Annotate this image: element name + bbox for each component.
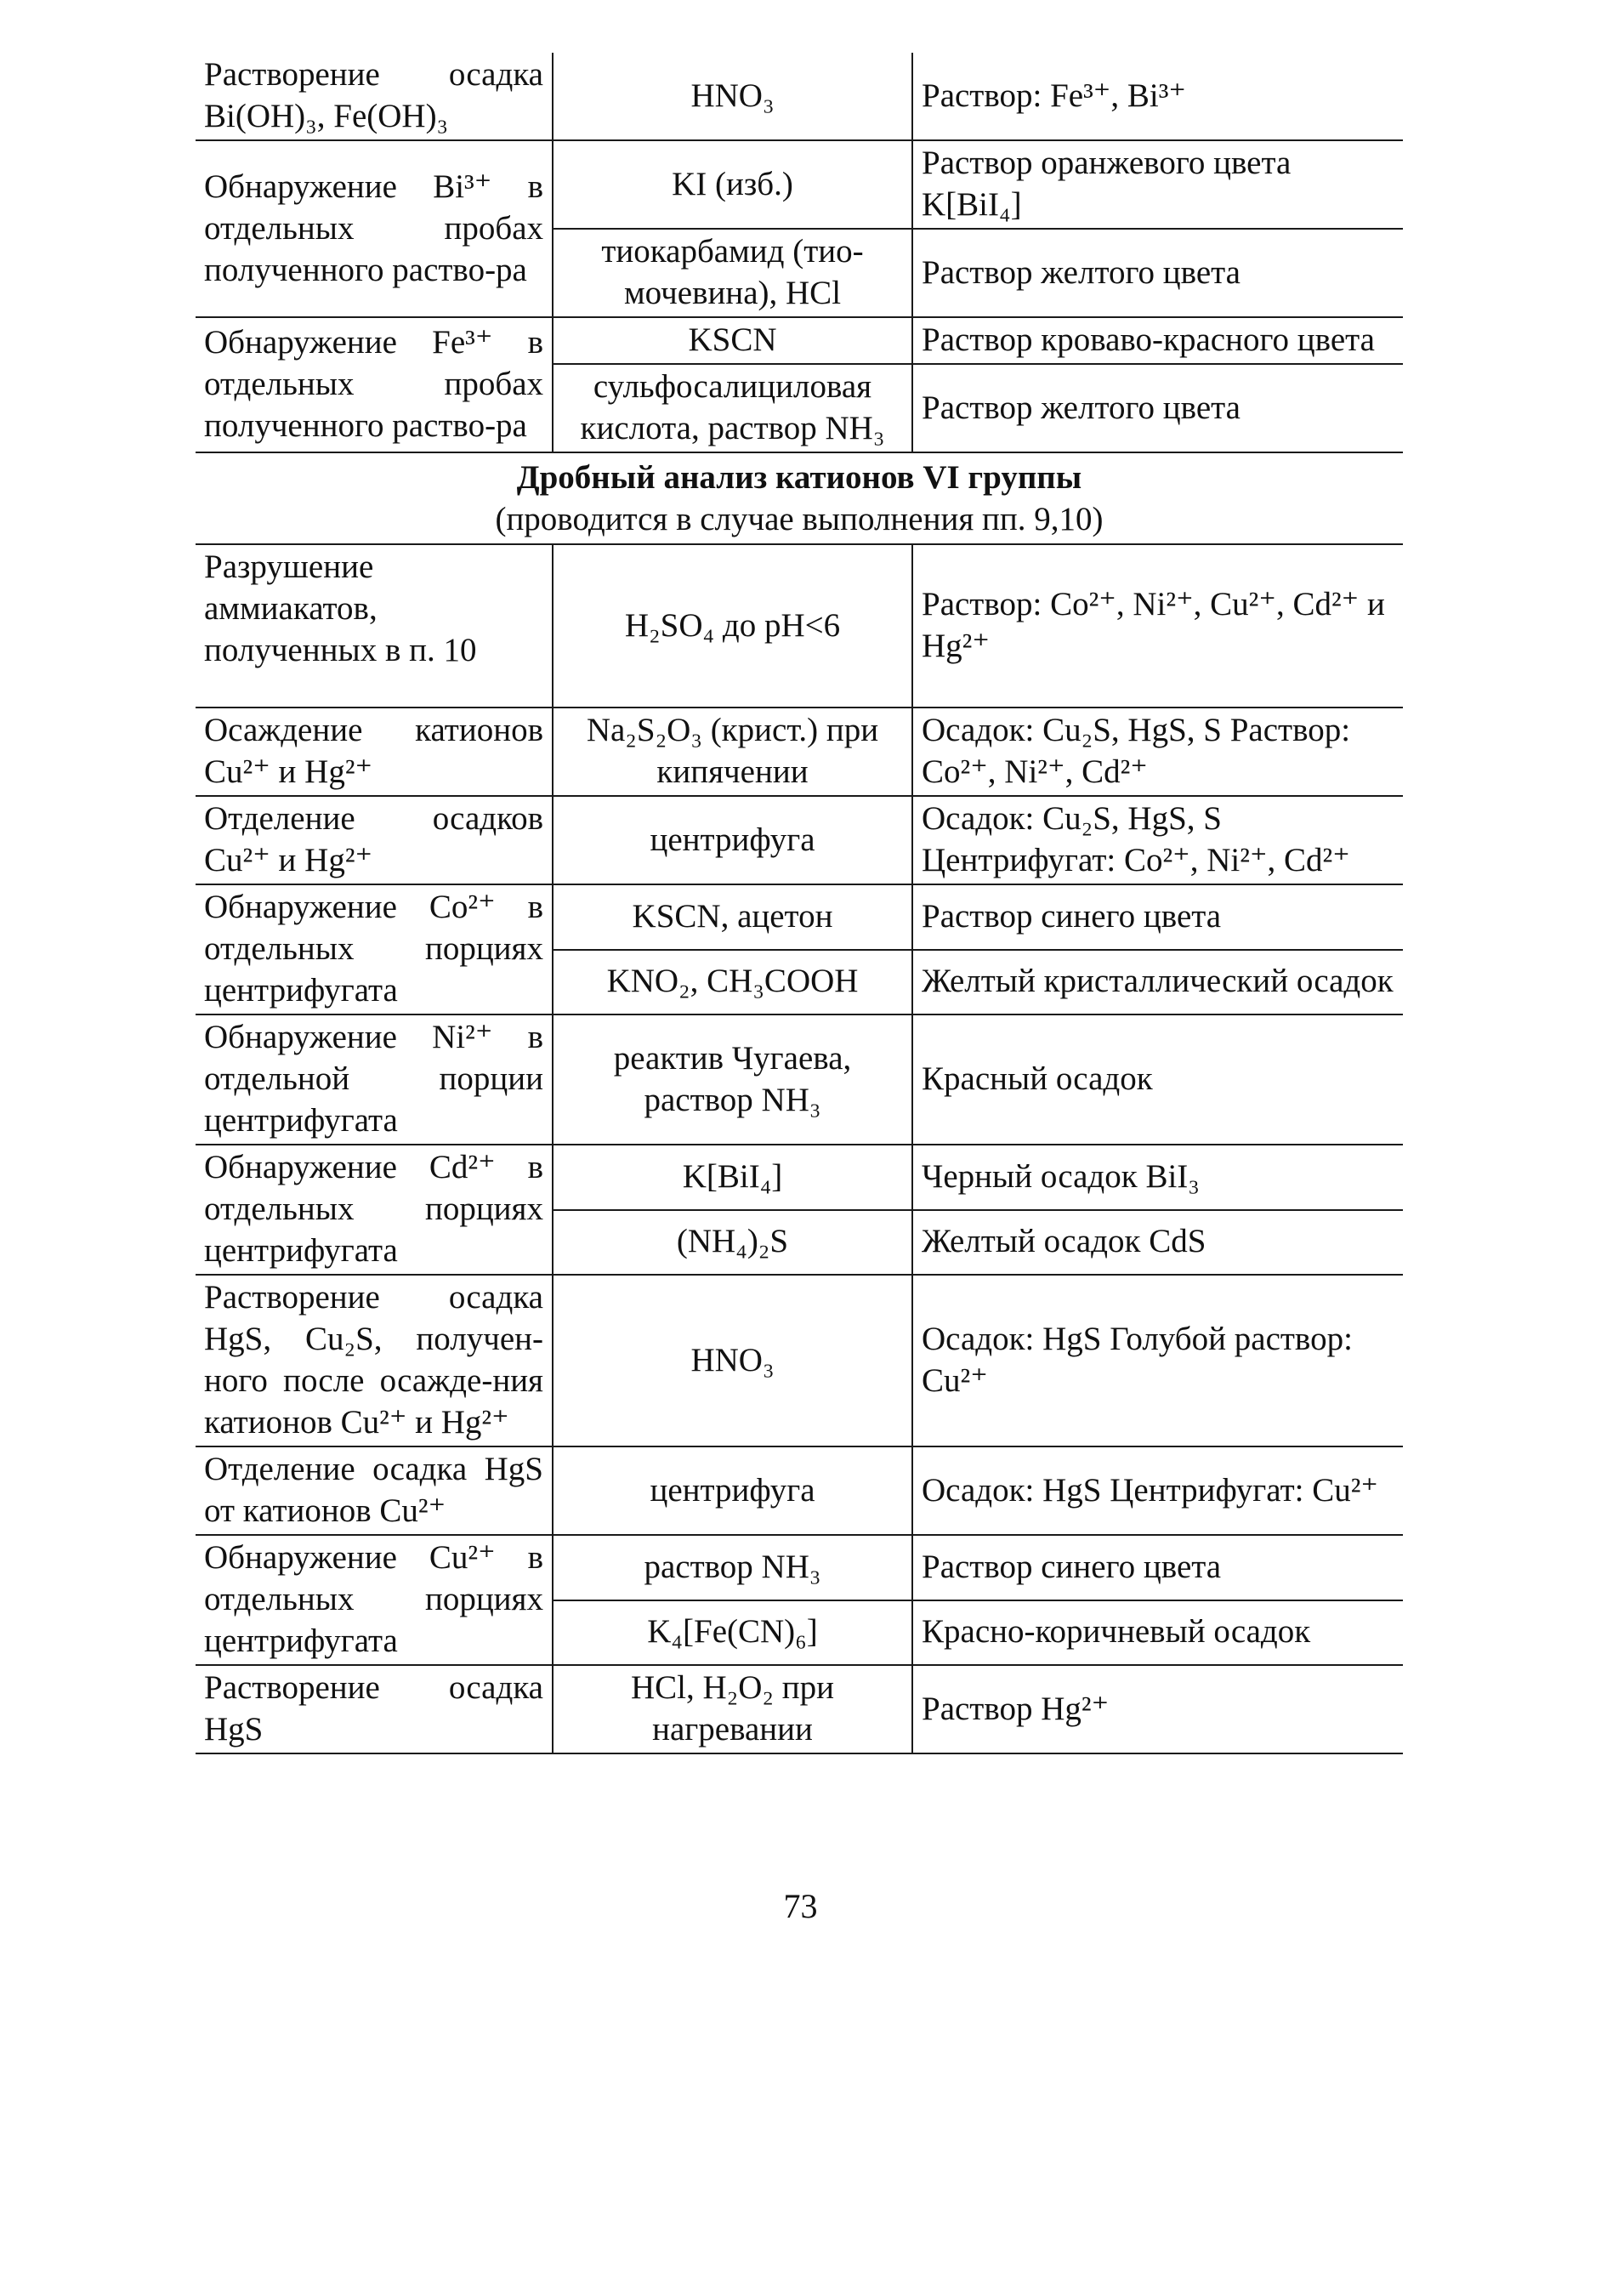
reagent-cell: центрифуга	[553, 796, 912, 884]
reagent-cell: H₂SO₄ до pH<6	[553, 544, 912, 708]
step-cell: Осаждение катионов Cu²⁺ и Hg²⁺	[196, 708, 553, 796]
analysis-table	[196, 53, 1403, 1754]
reagent-cell: KNO₂, CH₃COOH	[553, 950, 912, 1015]
result-cell: Раствор желтого цвета	[912, 364, 1403, 452]
table-row	[196, 140, 1403, 229]
reagent-cell: HNO₃	[553, 53, 912, 140]
result-cell: Черный осадок BiI₃	[912, 1145, 1403, 1210]
reagent-cell: тиокарбамид (тио-мочевина), HCl	[553, 229, 912, 317]
result-cell: Желтый кристаллический осадок	[912, 950, 1403, 1015]
table-row	[196, 544, 1403, 708]
section-title: Дробный анализ катионов VI группы	[516, 459, 1082, 496]
table-row	[196, 796, 1403, 884]
table-row	[196, 708, 1403, 796]
result-cell: Осадок: Cu₂S, HgS, S Центрифугат: Co²⁺, Ni²⁺, Cd²⁺	[912, 796, 1403, 884]
reagent-cell: реактив Чугаева, раствор NH₃	[553, 1014, 912, 1145]
result-cell: Раствор оранжевого цвета K[BiI₄]	[912, 140, 1403, 229]
table-row	[196, 1446, 1403, 1535]
result-cell: Раствор: Fe³⁺, Bi³⁺	[912, 53, 1403, 140]
reagent-cell: сульфосалициловая кислота, раствор NH₃	[553, 364, 912, 452]
reagent-cell: центрифуга	[553, 1446, 912, 1535]
reagent-cell: K[BiI₄]	[553, 1145, 912, 1210]
step-cell: Растворение осадка HgS	[196, 1665, 553, 1753]
reagent-cell: HNO₃	[553, 1275, 912, 1446]
reagent-cell: KSCN, ацетон	[553, 884, 912, 950]
step-cell: Обнаружение Ni²⁺ в отдельной порции центрифугата	[196, 1014, 553, 1145]
result-cell: Раствор Hg²⁺	[912, 1665, 1403, 1753]
result-cell: Раствор синего цвета	[912, 884, 1403, 950]
step-cell: Обнаружение Fe³⁺ в отдельных пробах полученного раство-ра	[196, 317, 553, 452]
table-row	[196, 1535, 1403, 1600]
reagent-cell: HCl, H₂O₂ при нагревании	[553, 1665, 912, 1753]
table-row	[196, 1665, 1403, 1753]
step-cell: Растворение осадка HgS, Cu₂S, получен-ного после осажде-ния катионов Cu²⁺ и Hg²⁺	[196, 1275, 553, 1446]
step-cell: Разрушение аммиакатов, полученных в п. 10	[196, 544, 553, 708]
step-cell: Обнаружение Bi³⁺ в отдельных пробах полученного раство-ра	[196, 140, 553, 317]
reagent-cell: (NH₄)₂S	[553, 1210, 912, 1276]
step-cell: Обнаружение Cu²⁺ в отдельных порциях центрифугата	[196, 1535, 553, 1665]
step-cell: Отделение осадков Cu²⁺ и Hg²⁺	[196, 796, 553, 884]
result-cell: Раствор желтого цвета	[912, 229, 1403, 317]
result-cell: Раствор синего цвета	[912, 1535, 1403, 1600]
table-row	[196, 1275, 1403, 1446]
reagent-cell: Na₂S₂O₃ (крист.) при кипячении	[553, 708, 912, 796]
step-cell: Отделение осадка HgS от катионов Cu²⁺	[196, 1446, 553, 1535]
step-cell: Растворение осадка Bi(OH)₃, Fe(OH)₃	[196, 53, 553, 140]
section-row	[196, 452, 1403, 544]
reagent-cell: K₄[Fe(CN)₆]	[553, 1600, 912, 1666]
result-cell: Желтый осадок CdS	[912, 1210, 1403, 1276]
table-row	[196, 1014, 1403, 1145]
result-cell: Раствор: Co²⁺, Ni²⁺, Cu²⁺, Cd²⁺ и Hg²⁺	[912, 544, 1403, 708]
table-row	[196, 317, 1403, 364]
table-row	[196, 1145, 1403, 1210]
result-cell: Красный осадок	[912, 1014, 1403, 1145]
section-header	[196, 452, 1403, 544]
step-cell: Обнаружение Cd²⁺ в отдельных порциях центрифугата	[196, 1145, 553, 1275]
step-cell: Обнаружение Co²⁺ в отдельных порциях центрифугата	[196, 884, 553, 1014]
table-row	[196, 53, 1403, 140]
result-cell: Красно-коричневый осадок	[912, 1600, 1403, 1666]
table-row	[196, 884, 1403, 950]
reagent-cell: KSCN	[553, 317, 912, 364]
result-cell: Осадок: HgS Голубой раствор: Cu²⁺	[912, 1275, 1403, 1446]
result-cell: Осадок: Cu₂S, HgS, S Раствор: Co²⁺, Ni²⁺, Cd²⁺	[912, 708, 1403, 796]
section-subtitle: (проводится в случае выполнения пп. 9,10)	[495, 501, 1104, 537]
result-cell: Осадок: HgS Центрифугат: Cu²⁺	[912, 1446, 1403, 1535]
reagent-cell: KI (изб.)	[553, 140, 912, 229]
reagent-cell: раствор NH₃	[553, 1535, 912, 1600]
page-number: 73	[783, 1887, 818, 1925]
result-cell: Раствор кроваво-красного цвета	[912, 317, 1403, 364]
